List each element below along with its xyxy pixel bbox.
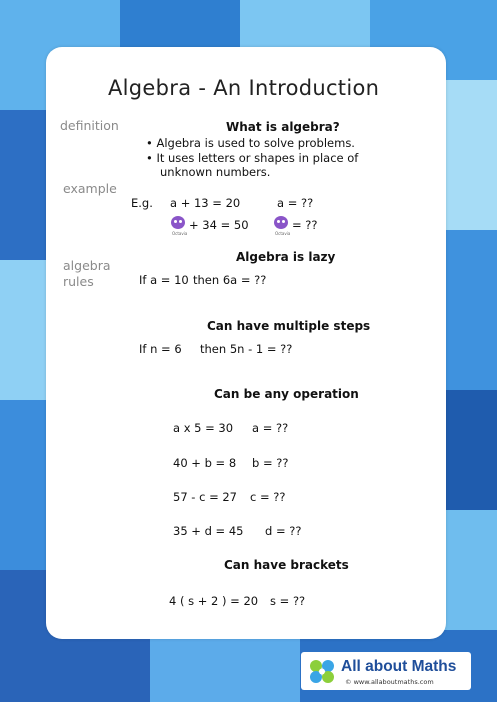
rule-lazy-equation-2: then 6a = ?? bbox=[193, 273, 267, 287]
logo-name: All about Maths bbox=[341, 658, 457, 675]
operation-equation: 35 + d = 45 bbox=[173, 524, 244, 538]
operation-question: b = ?? bbox=[252, 456, 289, 470]
operation-equation: 57 - c = 27 bbox=[173, 490, 237, 504]
operation-question: c = ?? bbox=[250, 490, 286, 504]
definition-bullet: • It uses letters or shapes in place of bbox=[146, 151, 359, 165]
side-label-rules: rules bbox=[63, 274, 94, 289]
purple-face-icon bbox=[274, 216, 288, 229]
operation-question: d = ?? bbox=[265, 524, 302, 538]
definition-heading: What is algebra? bbox=[226, 120, 340, 134]
brackets-equation: 4 ( s + 2 ) = 20 bbox=[169, 594, 259, 608]
rule-heading-brackets: Can have brackets bbox=[224, 558, 349, 572]
rule-heading-steps: Can have multiple steps bbox=[207, 319, 371, 333]
rule-heading-lazy: Algebra is lazy bbox=[236, 250, 336, 264]
operation-equation: 40 + b = 8 bbox=[173, 456, 237, 470]
example-equation-2: + 34 = 50 bbox=[189, 218, 249, 232]
page-title: Algebra - An Introduction bbox=[108, 76, 380, 100]
example-question-2: = ?? bbox=[292, 218, 318, 232]
example-question-1: a = ?? bbox=[277, 196, 314, 210]
rule-heading-operation: Can be any operation bbox=[214, 387, 359, 401]
purple-face-icon bbox=[171, 216, 185, 229]
puzzle-pieces-icon bbox=[307, 658, 337, 684]
side-label-algebra: algebra bbox=[63, 258, 111, 273]
side-label-example: example bbox=[63, 181, 117, 196]
rule-steps-equation-1: If n = 6 bbox=[139, 342, 182, 356]
face-caption: Octavia bbox=[172, 231, 188, 236]
definition-bullet-continued: unknown numbers. bbox=[160, 165, 271, 179]
logo-url: © www.allaboutmaths.com bbox=[345, 678, 434, 686]
operation-question: a = ?? bbox=[252, 421, 289, 435]
brackets-question: s = ?? bbox=[270, 594, 306, 608]
all-about-maths-logo bbox=[301, 652, 471, 690]
rule-steps-equation-2: then 5n - 1 = ?? bbox=[200, 342, 293, 356]
rule-lazy-equation-1: If a = 10 bbox=[139, 273, 189, 287]
example-eg-label: E.g. bbox=[131, 196, 153, 210]
side-label-definition: definition bbox=[60, 118, 119, 133]
operation-equation: a x 5 = 30 bbox=[173, 421, 234, 435]
example-equation-1: a + 13 = 20 bbox=[170, 196, 241, 210]
face-caption: Octavia bbox=[275, 231, 291, 236]
definition-bullet: • Algebra is used to solve problems. bbox=[146, 136, 355, 150]
